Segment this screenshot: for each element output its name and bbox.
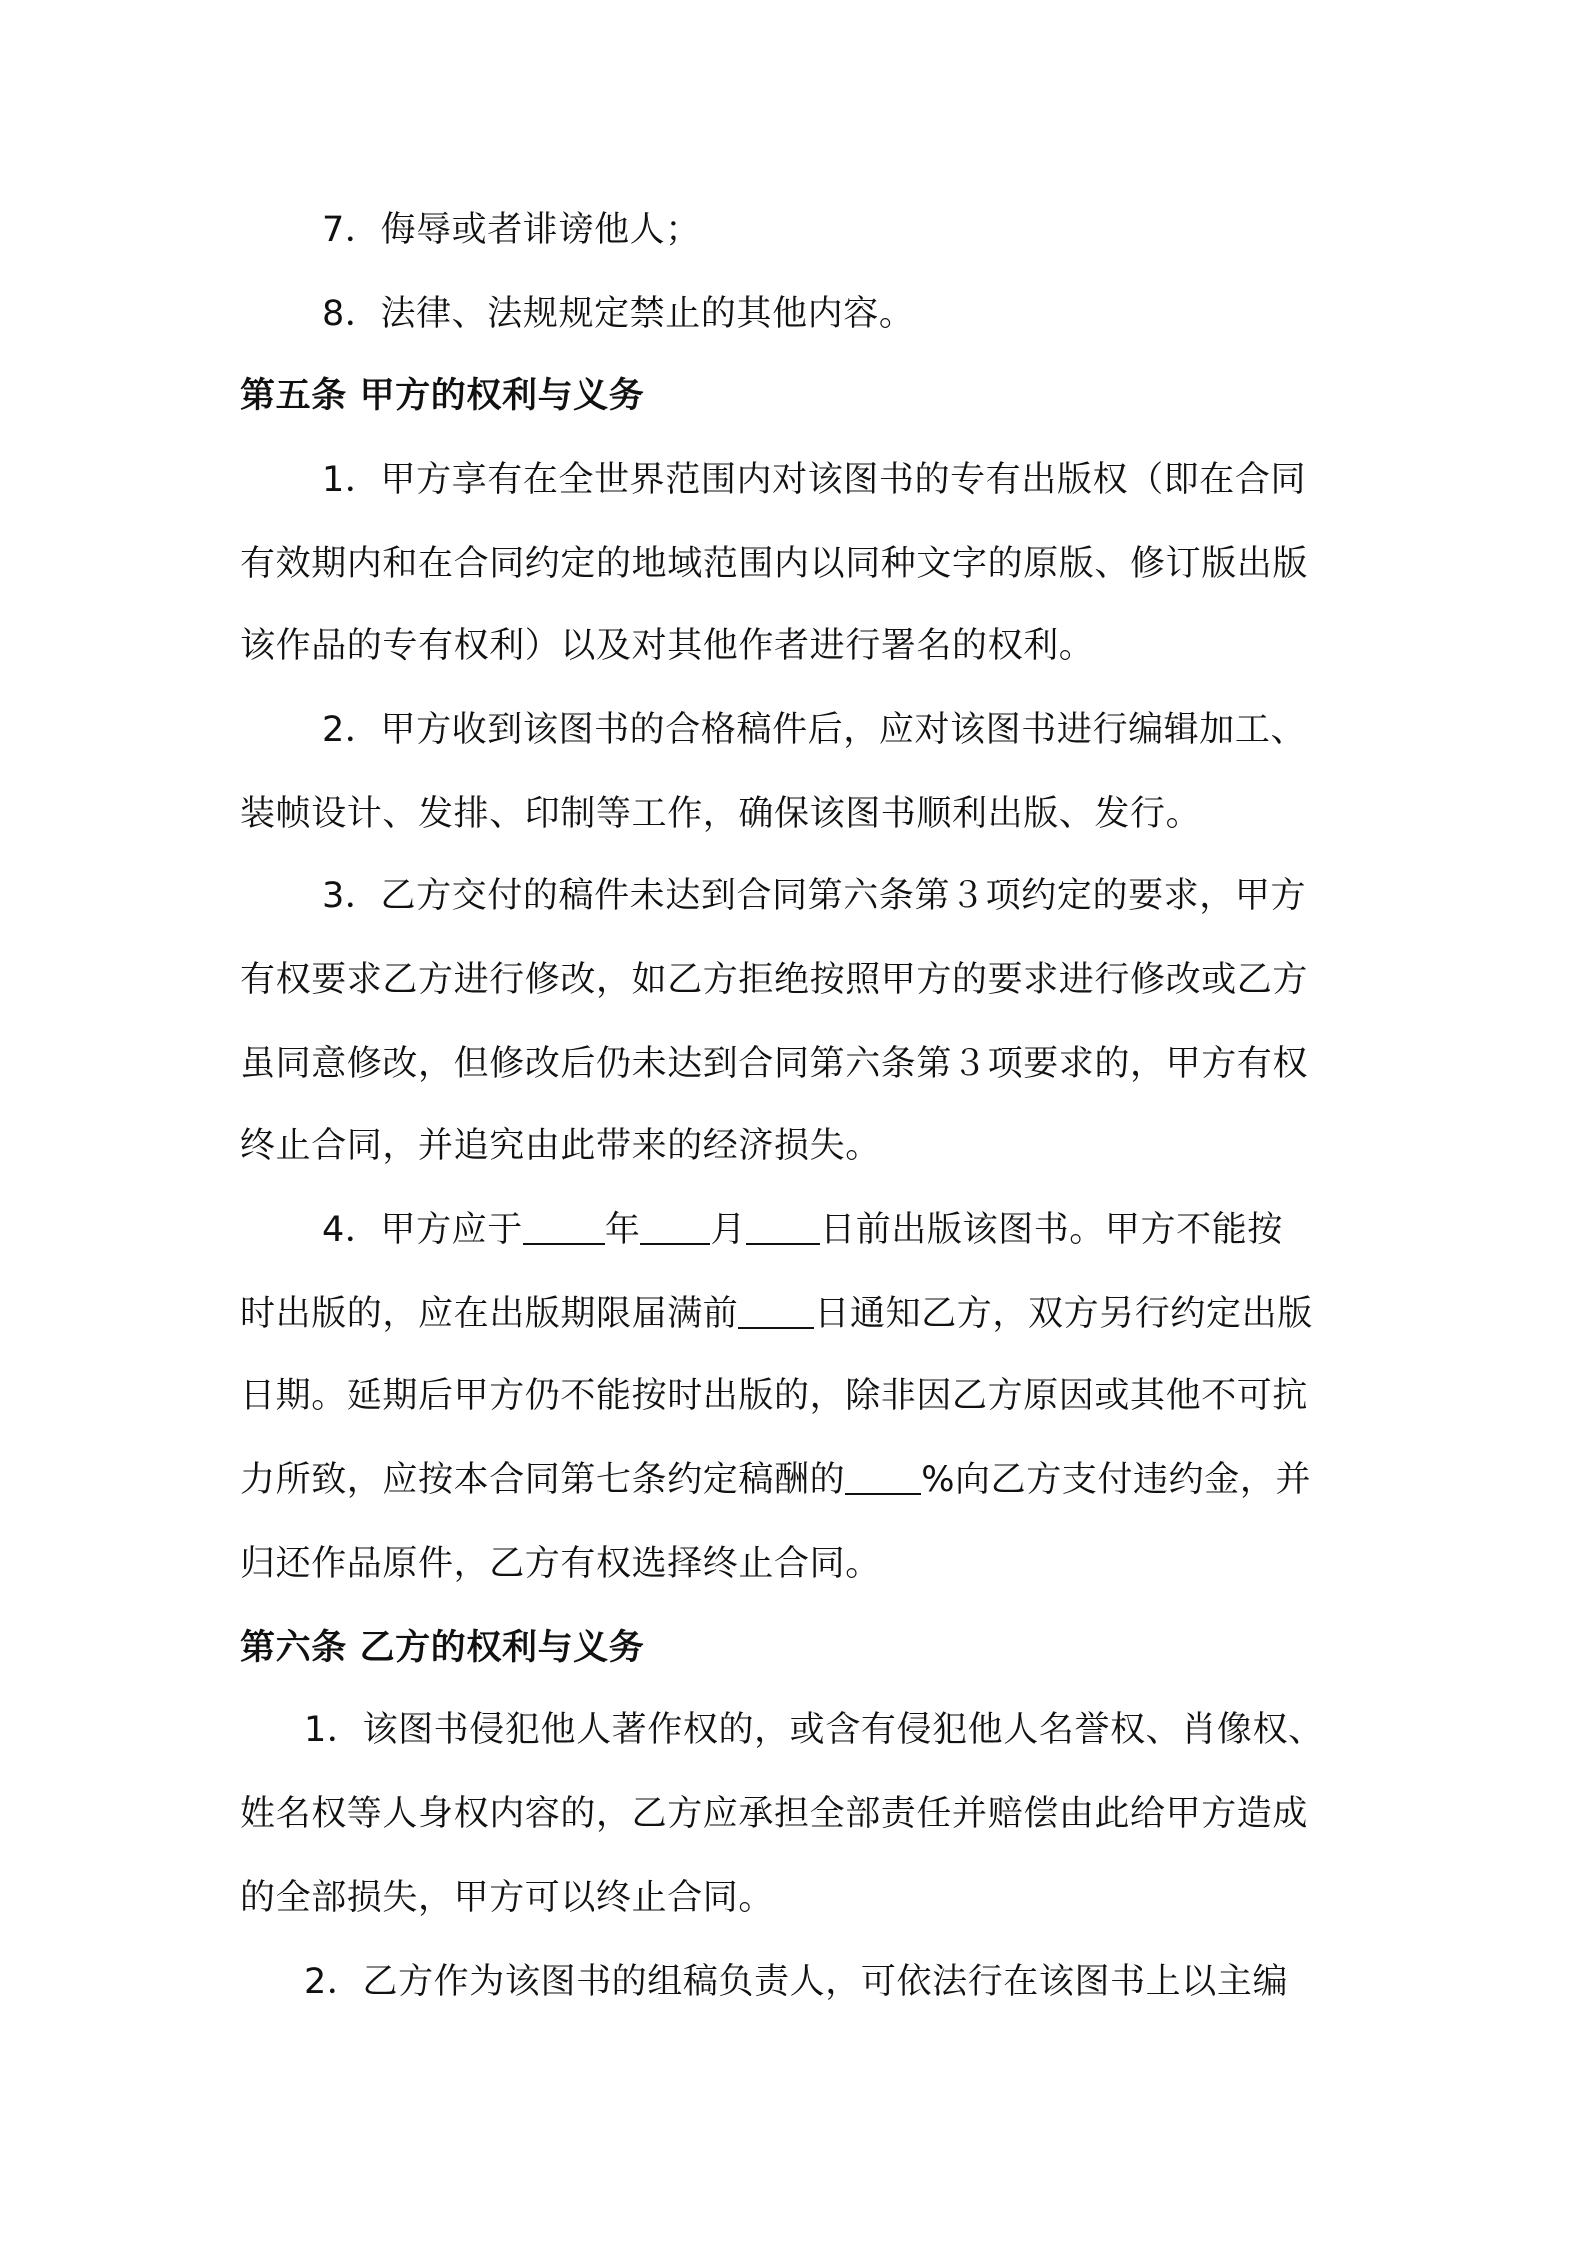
list-item-8: 8．法律、法规规定禁止的其他内容。 [322, 294, 915, 334]
clause-4-prefix: 4．甲方应于 [322, 1210, 523, 1250]
article-5-clause-4-line-1 [322, 1206, 1442, 1254]
article-5-clause-4-line-4 [240, 1456, 1360, 1504]
article-6-clause-1-line-1: 1．该图书侵犯他人著作权的，或含有侵犯他人名誉权、肖像权、 [304, 1710, 1324, 1750]
notice-prefix: 时出版的，应在出版期限届满前 [240, 1294, 739, 1334]
notice-suffix: 日通知乙方，双方另行约定出版 [814, 1294, 1313, 1334]
year-blank[interactable] [523, 1207, 605, 1245]
article-5-clause-3-line-4: 终止合同，并追究由此带来的经济损失。 [240, 1126, 881, 1166]
article-6-clause-1-line-3: 的全部损失，甲方可以终止合同。 [240, 1878, 775, 1918]
year-label: 年 [604, 1210, 641, 1250]
article-5-clause-4-line-5: 归还作品原件，乙方有权选择终止合同。 [240, 1544, 881, 1584]
penalty-percent-blank[interactable] [845, 1457, 921, 1495]
day-label-text: 日前出版该图书。甲方不能按 [820, 1210, 1283, 1250]
notice-days-blank[interactable] [738, 1291, 814, 1329]
month-label: 月 [710, 1210, 747, 1250]
article-5-clause-4-line-3: 日期。延期后甲方仍不能按时出版的，除非因乙方原因或其他不可抗 [240, 1376, 1309, 1416]
article-5-clause-1-line-2: 有效期内和在合同约定的地域范围内以同种文字的原版、修订版出版 [240, 544, 1309, 584]
article-5-clause-1-line-3: 该作品的专有权利）以及对其他作者进行署名的权利。 [240, 626, 1095, 666]
article-5-clause-1-line-1: 1．甲方享有在全世界范围内对该图书的专有出版权（即在合同 [322, 460, 1307, 500]
article-6-clause-2-line-1: 2．乙方作为该图书的组稿负责人，可依法行在该图书上以主编 [304, 1962, 1289, 2002]
article-5-clause-4-line-2 [240, 1290, 1360, 1338]
article-5-clause-3-line-2: 有权要求乙方进行修改，如乙方拒绝按照甲方的要求进行修改或乙方 [240, 960, 1309, 1000]
article-5-clause-3-line-3: 虽同意修改，但修改后仍未达到合同第六条第３项要求的，甲方有权 [240, 1044, 1309, 1084]
penalty-prefix: 力所致，应按本合同第七条约定稿酬的 [240, 1460, 846, 1500]
article-5-heading: 第五条 甲方的权利与义务 [240, 376, 645, 416]
article-5-clause-2-line-2: 装帧设计、发排、印制等工作，确保该图书顺利出版、发行。 [240, 794, 1202, 834]
article-6-heading: 第六条 乙方的权利与义务 [240, 1628, 645, 1668]
month-blank[interactable] [640, 1207, 710, 1245]
day-blank[interactable] [746, 1207, 820, 1245]
article-5-clause-3-line-1: 3．乙方交付的稿件未达到合同第六条第３项约定的要求，甲方 [322, 876, 1307, 916]
article-6-clause-1-line-2: 姓名权等人身权内容的，乙方应承担全部责任并赔偿由此给甲方造成 [240, 1794, 1309, 1834]
penalty-suffix: %向乙方支付违约金，并 [921, 1460, 1312, 1500]
list-item-7: 7．侮辱或者诽谤他人； [322, 210, 701, 250]
article-5-clause-2-line-1: 2．甲方收到该图书的合格稿件后，应对该图书进行编辑加工、 [322, 710, 1307, 750]
